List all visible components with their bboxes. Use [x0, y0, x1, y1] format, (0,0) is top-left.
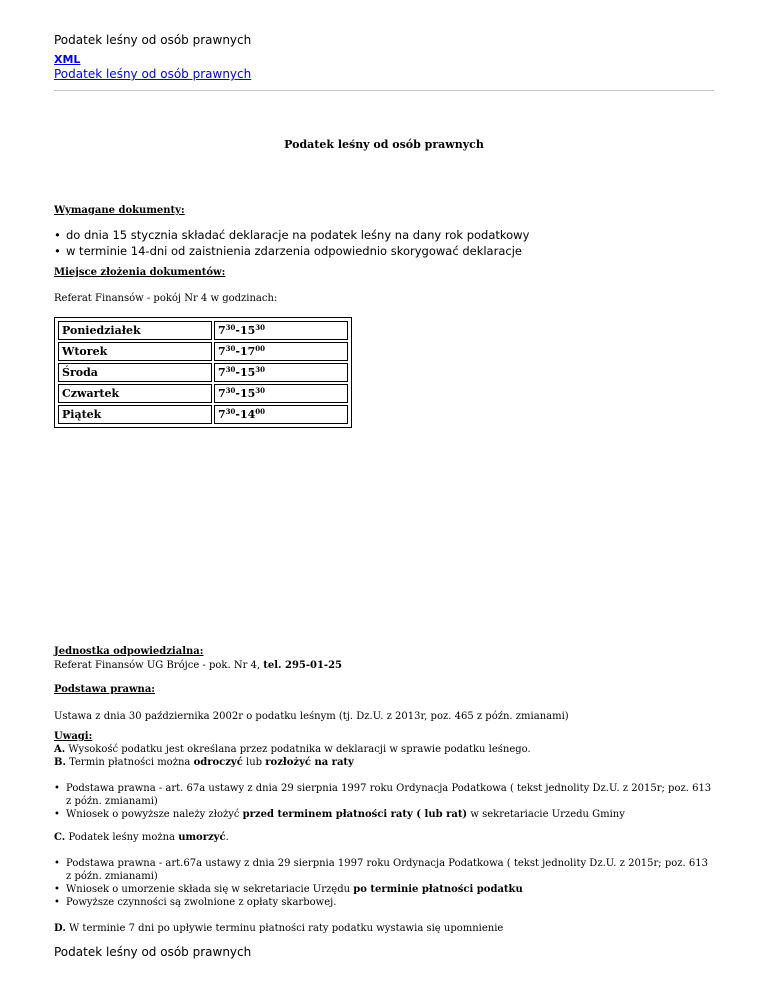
table-row [58, 321, 348, 340]
hours-table [54, 317, 352, 428]
place-label: Miejsce złożenia dokumentów: [54, 267, 226, 278]
time-cell: $7^{30}-15^{30}$ [214, 363, 348, 382]
note-b: B. Termin płatności można odroczyć lub rozłożyć na raty [54, 757, 354, 768]
page-header-title: Podatek leśny od osób prawnych [54, 33, 252, 47]
legal-basis-text: Ustawa z dnia 30 października 2002r o podatku leśnym (tj. Dz.U. z 2013r, poz. 465 z późn. zmianami) [54, 711, 569, 722]
time-cell: $7^{30}-15^{30}$ [214, 384, 348, 403]
day-cell: Wtorek [58, 342, 212, 361]
list-item: • Wniosek o powyższe należy złożyć przed terminem płatności raty ( lub rat) w sekretariacie Urzedu Gminy [66, 808, 716, 821]
note-c-list [54, 857, 716, 909]
list-item: • Podstawa prawna - art. 67a ustawy z dnia 29 sierpnia 1997 roku Ordynacja Podatkowa ( tekst jednolity Dz.U. z 2015r; poz. 613 z późn. zmianami) [66, 782, 716, 808]
page-title: Podatek leśny od osób prawnych [284, 138, 484, 151]
place-text: Referat Finansów - pokój Nr 4 w godzinach: [54, 293, 278, 304]
day-cell: Środa [58, 363, 212, 382]
page-footer-title: Podatek leśny od osób prawnych [54, 945, 252, 959]
notes-label: Uwagi: [54, 731, 93, 742]
note-b-list [54, 782, 716, 821]
unit-phone: tel. 295-01-25 [263, 660, 342, 671]
list-item: • do dnia 15 stycznia składać deklaracje na podatek leśny na dany rok podatkowy [66, 227, 529, 243]
note-c: C. Podatek leśny można umorzyć. [54, 832, 229, 843]
table-row [58, 342, 348, 361]
table-row [58, 384, 348, 403]
time-cell: $7^{30}-17^{00}$ [214, 342, 348, 361]
list-item: • Wniosek o umorzenie składa się w sekretariacie Urzędu po terminie płatności podatku [66, 883, 716, 896]
unit-text: Referat Finansów UG Brójce - pok. Nr 4, tel. 295-01-25 [54, 660, 342, 671]
unit-label: Jednostka odpowiedzialna: [54, 646, 204, 657]
table-row [58, 405, 348, 424]
time-cell: $7^{30}-15^{30}$ [214, 321, 348, 340]
required-docs-list [54, 227, 529, 259]
document-title-link[interactable]: Podatek leśny od osób prawnych [54, 67, 252, 81]
list-item: • Podstawa prawna - art.67a ustawy z dnia 29 sierpnia 1997 roku Ordynacja Podatkowa ( tekst jednolity Dz.U. z 2015r; poz. 613 z późn. zmianami) [66, 857, 716, 883]
note-d: D. W terminie 7 dni po upływie terminu płatności raty podatku wystawia się upomnienie [54, 923, 504, 934]
list-item: • Powyższe czynności są zwolnione z opłaty skarbowej. [66, 896, 716, 909]
day-cell: Poniedziałek [58, 321, 212, 340]
legal-basis-label: Podstawa prawna: [54, 684, 156, 695]
time-cell: $7^{30}-14^{00}$ [214, 405, 348, 424]
required-docs-label: Wymagane dokumenty: [54, 205, 185, 216]
list-item: • w terminie 14-dni od zaistnienia zdarzenia odpowiednio skorygować deklaracje [66, 243, 529, 259]
note-a: A. Wysokość podatku jest określana przez podatnika w deklaracji w sprawie podatku leśnego. [54, 744, 531, 755]
day-cell: Czwartek [58, 384, 212, 403]
table-row [58, 363, 348, 382]
divider [54, 90, 714, 91]
day-cell: Piątek [58, 405, 212, 424]
xml-link[interactable]: XML [54, 53, 81, 66]
